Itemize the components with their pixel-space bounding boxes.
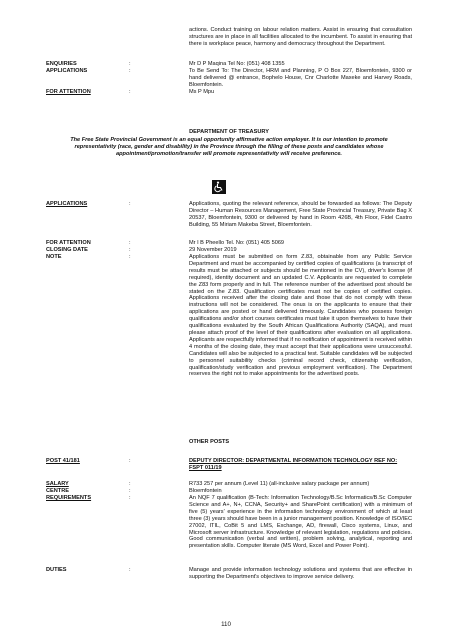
colon: : — [129, 201, 131, 207]
colon: : — [129, 68, 131, 74]
post-number-label: POST 41/181 — [46, 458, 80, 464]
salary-value: R733 257 per annum (Level 11) (all-inclusive salary package per annum) — [189, 481, 370, 487]
colon: : — [129, 488, 131, 494]
treasury-attention-value: Mr I B Pheello Tel. No: (051) 405 5069 — [189, 240, 285, 246]
treasury-attention-label: FOR ATTENTION — [46, 240, 91, 246]
wheelchair-icon — [212, 180, 226, 194]
colon: : — [129, 458, 131, 464]
duties-label: DUTIES — [46, 567, 67, 573]
centre-value: Bloemfontein — [189, 488, 222, 494]
salary-label: SALARY — [46, 481, 69, 487]
requirements-value: An NQF 7 qualification (B-Tech: Information Technology/B.Sc Informatics/B.Sc Computer Science and A+, N+, CCNA, Security+ and SharePoint certification) with a minimum of five (5) years' experience in the information technology environment of which at least three (3) years should have been in a junior management position. Knowledge of ISO/IEC 27002, ITIL, CoBit 5 and LMS, Exchange, AD, firewall, Cisco systems, Linux, and Microsoft server infrastructure. Knowledge of relevant legislation, regulations and policies. Good communication (verbal and written), problem solving, analytical, reporting and presentation skills. Computer literate (MS Word, Excel and Power Point). — [189, 495, 412, 550]
centre-label: CENTRE — [46, 488, 69, 494]
applications-label: APPLICATIONS — [46, 68, 88, 74]
closing-date-row — [46, 247, 412, 254]
post-title: DEPUTY DIRECTOR: DEPARTMENTAL INFORMATION TECHNOLOGY REF NO: FSPT 011/19 — [189, 458, 398, 471]
note-row — [46, 254, 412, 430]
centre-row — [46, 488, 412, 495]
note-label: NOTE — [46, 254, 62, 260]
treasury-applications-row — [46, 201, 412, 236]
closing-date-label: CLOSING DATE — [46, 247, 88, 253]
note-value: Applications must be submitted on form Z.83, obtainable from any Public Service Department and must be accompanied by certified copies of qualifications (a transcript of results must be attached or subjects should be mentioned in the CV), driver's license (if required), identity document and an updated C.V. Applicants are requested to complete the Z83 form properly and in full. The reference number of the advertised post should be stated on the Z.83. Qualification certificates must not be copies of certified copies. Applications received after the closing date and those that do not comply with these instructions will not be considered. The onus is on the applicants to ensure that their applications are posted or hand delivered timeously. Candidates who possess foreign qualifications and/or short courses certificates must take it upon themselves to have their qualifications evaluated by the South African Qualifications Authority (SAQA), and must please attach proof of the level of their qualifications after evaluation on all applications. Applicants are respectfully informed that if no notification of appointment is received within 4 months of the closing date, they must accept that their applications were unsuccessful. Candidates will also be subjected to a practical test. Suitable candidates will be subjected to personnel suitability checks (criminal record check, citizenship verification, qualification/study verification and previous employment verification). The Department reserves the right not to make appointments for the advertised posts. — [189, 254, 412, 378]
colon: : — [129, 481, 131, 487]
attention-value: Ms P Mpu — [189, 89, 215, 95]
applications-row — [46, 68, 412, 89]
salary-row — [46, 481, 412, 488]
applications-value: To Be Send To: The Director, HRM and Planning, P O Box 227, Bloemfontein, 9300 or hand delivered @ entrance, Bophelo House, Cnr Charlotte Maxeke and Harvey Roads, Bloemfontein. — [189, 68, 412, 88]
enquiries-label: ENQUIRIES — [46, 61, 77, 67]
colon: : — [129, 240, 131, 246]
enquiries-value: Mr D P Maqina Tel No: (051) 408 1355 — [189, 61, 285, 67]
treasury-attention-row — [46, 240, 412, 247]
treasury-applications-value: Applications, quoting the relevant reference, should be forwarded as follows: The Deputy Director – Human Resources Management, Free State Provincial Treasury, Private Bag X 20537, Bloemfontein, 9300 or delivered by hand in Room 426B, 4th Floor, Fidel Castro Building, 55 Miriam Makeba Street, Bloemfontein. — [189, 201, 412, 228]
equal-opportunity-statement: The Free State Provincial Government is an equal opportunity affirmative action employer. It is our intention to promote representativity (race, gender and disability) in the Province through the filling of these posts and candidates whose appointment/promotion/transfer will promote representativity will receive preference. — [70, 137, 388, 157]
colon: : — [129, 247, 131, 253]
colon: : — [129, 254, 131, 260]
duties-value: Manage and provide information technology solutions and systems that are effective in supporting the Department's objectives to improve service delivery. — [189, 567, 412, 580]
colon: : — [129, 89, 131, 95]
other-posts-heading: OTHER POSTS — [189, 439, 230, 445]
post-row — [46, 458, 412, 472]
wheelchair-glyph — [213, 181, 225, 193]
colon: : — [129, 61, 131, 67]
requirements-label: REQUIREMENTS — [46, 495, 92, 501]
enquiries-row — [46, 61, 412, 68]
requirements-row — [46, 495, 412, 565]
attention-row — [46, 89, 412, 96]
colon: : — [129, 495, 131, 501]
department-heading: DEPARTMENT OF TREASURY — [189, 129, 269, 135]
previous-post-duties-continuation: actions. Conduct training on labour relation matters. Assist in ensuring that consultation structures are in place in all facilities allocated to the incumbent. To assist in ensuring that there is workplace peace, harmony and democracy throughout the Department. — [189, 27, 412, 47]
page-number: 110 — [221, 621, 231, 628]
treasury-applications-label: APPLICATIONS — [46, 201, 88, 207]
duties-row — [46, 567, 412, 581]
attention-label: FOR ATTENTION — [46, 89, 91, 95]
colon: : — [129, 567, 131, 573]
closing-date-value: 29 November 2019 — [189, 247, 237, 253]
